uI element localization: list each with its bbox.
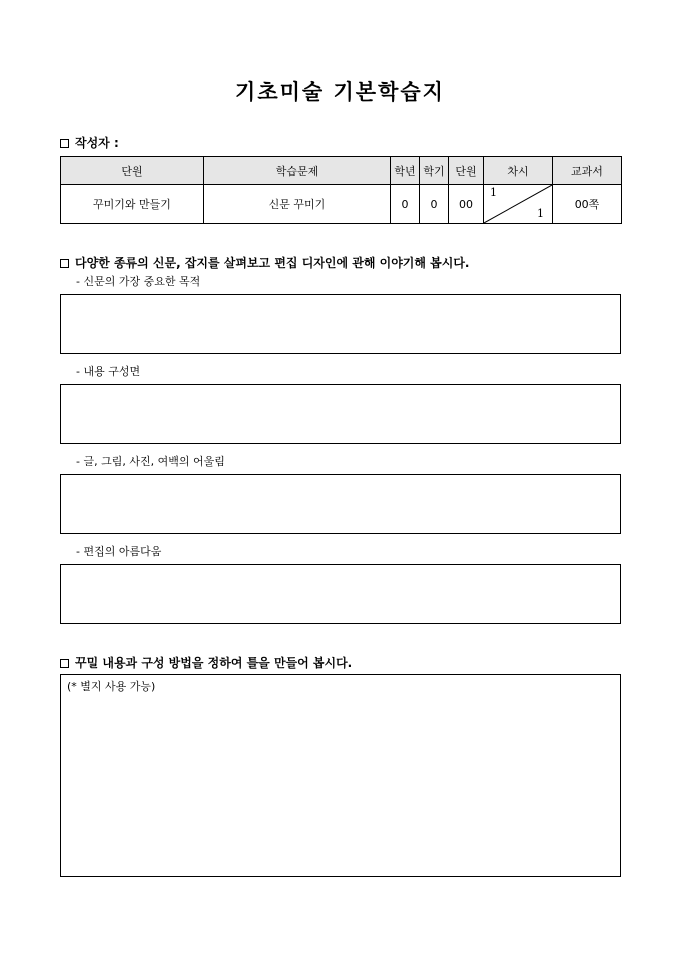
section1-item-harmony: - 글, 그림, 사진, 여백의 어울림: [76, 455, 225, 468]
section2-heading-text: 꾸밀 내용과 구성 방법을 정하여 틀을 만들어 봅시다.: [75, 656, 353, 670]
answer-box-plan[interactable]: [60, 674, 621, 877]
header-topic: 학습문제: [204, 157, 391, 185]
cell-topic: 신문 꾸미기: [204, 185, 391, 224]
section1-item-beauty: - 편집의 아름다움: [76, 545, 162, 558]
section1-item-layout: - 내용 구성면: [76, 365, 141, 378]
lesson-current: 1: [490, 186, 497, 199]
checkbox-icon: [60, 139, 69, 148]
header-unit-no: 단원: [449, 157, 484, 185]
cell-unit: 꾸미기와 만들기: [61, 185, 204, 224]
lesson-info-table: [60, 156, 622, 224]
section1-heading-text: 다양한 종류의 신문, 잡지를 살펴보고 편집 디자인에 관해 이야기해 봅시다.: [75, 256, 470, 270]
answer-box-harmony[interactable]: [60, 474, 621, 534]
section1-heading: [60, 254, 469, 271]
section2-heading: [60, 654, 352, 671]
plan-note: (* 별지 사용 가능): [67, 680, 156, 693]
cell-textbook: 00쪽: [553, 185, 622, 224]
page-title: 기초미술 기본학습지: [235, 79, 445, 104]
cell-unit-no: 00: [449, 185, 484, 224]
header-textbook: 교과서: [553, 157, 622, 185]
header-grade: 학년: [391, 157, 420, 185]
header-semester: 학기: [420, 157, 449, 185]
table-header-row: [61, 157, 622, 185]
answer-box-layout[interactable]: [60, 384, 621, 444]
checkbox-icon: [60, 259, 69, 268]
table-row: [61, 185, 622, 224]
cell-semester: 0: [420, 185, 449, 224]
checkbox-icon: [60, 659, 69, 668]
answer-box-beauty[interactable]: [60, 564, 621, 624]
cell-grade: 0: [391, 185, 420, 224]
author-heading: [60, 134, 119, 151]
author-label: 작성자 :: [75, 136, 119, 150]
answer-box-purpose[interactable]: [60, 294, 621, 354]
lesson-total: 1: [537, 207, 544, 220]
header-unit: 단원: [61, 157, 204, 185]
header-lesson: 차시: [484, 157, 553, 185]
cell-lesson: [484, 185, 553, 224]
section1-item-purpose: - 신문의 가장 중요한 목적: [76, 275, 201, 288]
